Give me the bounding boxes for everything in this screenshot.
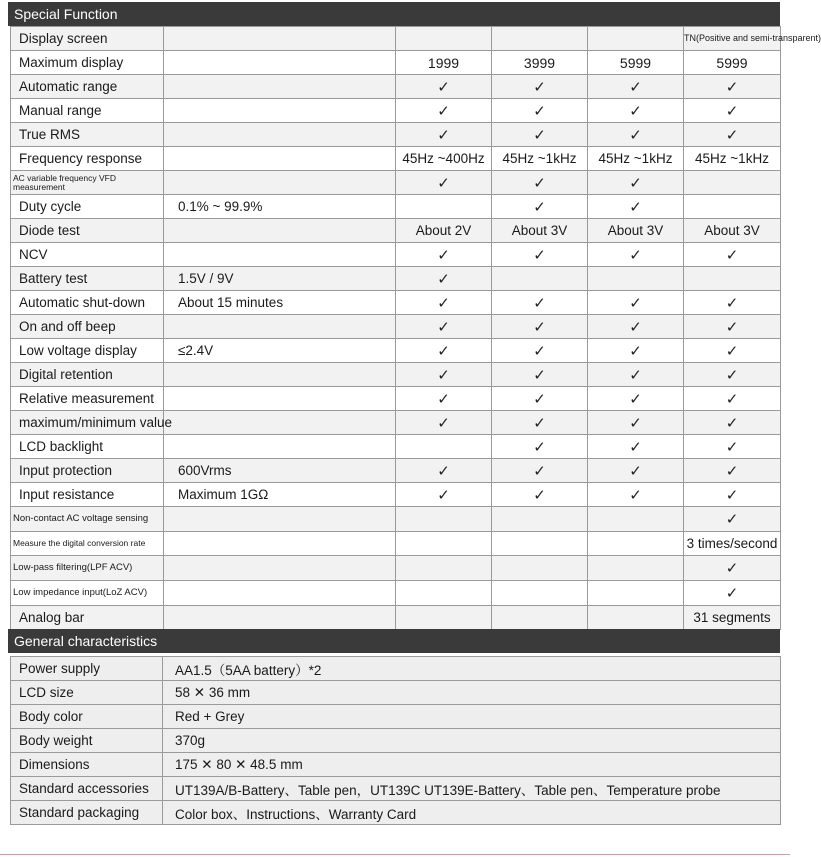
checkmark-icon: ✓ <box>629 462 642 480</box>
spec-feature-label: Relative measurement <box>11 387 164 411</box>
spec-feature-label: Input resistance <box>11 483 164 507</box>
spec-value-cell <box>588 27 684 51</box>
spec-value-cell <box>588 387 684 411</box>
spec-value-cell <box>684 459 781 483</box>
spec-value-cell <box>492 27 588 51</box>
spec-value-cell <box>396 606 492 630</box>
spec-row <box>11 195 781 219</box>
spec-value-cell <box>588 581 684 606</box>
checkmark-icon: ✓ <box>629 414 642 432</box>
checkmark-icon: ✓ <box>629 198 642 216</box>
spec-row <box>11 267 781 291</box>
spec-value-cell <box>492 556 588 581</box>
spec-value-cell <box>684 171 781 195</box>
spec-value-cell: About 2V <box>396 219 492 243</box>
spec-row <box>11 99 781 123</box>
spec-value-cell <box>492 315 588 339</box>
spec-value-cell <box>492 507 588 532</box>
spec-value-cell <box>588 267 684 291</box>
spec-value-cell <box>396 483 492 507</box>
spec-row <box>11 27 781 51</box>
general-characteristics-header: General characteristics <box>8 629 780 653</box>
spec-description <box>164 123 396 147</box>
checkmark-icon: ✓ <box>533 390 546 408</box>
spec-row <box>11 363 781 387</box>
spec-row <box>11 483 781 507</box>
spec-row <box>11 606 781 630</box>
spec-value-cell <box>492 339 588 363</box>
checkmark-icon: ✓ <box>533 486 546 504</box>
checkmark-icon: ✓ <box>533 246 546 264</box>
spec-value-cell <box>396 507 492 532</box>
checkmark-icon: ✓ <box>725 318 739 336</box>
spec-feature-label: Duty cycle <box>11 195 164 219</box>
general-row <box>11 657 781 681</box>
spec-value-cell <box>684 387 781 411</box>
spec-value-cell: 5999 <box>588 51 684 75</box>
checkmark-icon: ✓ <box>629 126 642 144</box>
checkmark-icon: ✓ <box>437 174 450 192</box>
spec-feature-label: Low voltage display <box>11 339 164 363</box>
spec-row <box>11 315 781 339</box>
checkmark-icon: ✓ <box>437 126 450 144</box>
spec-description <box>164 411 396 435</box>
spec-value-cell <box>492 459 588 483</box>
checkmark-icon: ✓ <box>437 270 450 288</box>
checkmark-icon: ✓ <box>725 414 739 432</box>
spec-value-cell: 45Hz ~1kHz <box>588 147 684 171</box>
spec-value-cell <box>492 99 588 123</box>
spec-value-cell <box>588 195 684 219</box>
spec-description: 1.5V / 9V <box>164 267 396 291</box>
spec-value-cell <box>684 99 781 123</box>
spec-value-cell <box>396 27 492 51</box>
spec-value-cell <box>396 267 492 291</box>
spec-value-cell <box>492 387 588 411</box>
spec-value-cell: 3 times/second <box>684 532 781 556</box>
checkmark-icon: ✓ <box>725 78 739 96</box>
spec-value-cell <box>492 363 588 387</box>
spec-value-cell <box>492 267 588 291</box>
checkmark-icon: ✓ <box>629 390 642 408</box>
spec-feature-label: AC variable frequency VFD measurement <box>11 171 164 195</box>
spec-value-cell <box>588 483 684 507</box>
spec-value-cell <box>396 195 492 219</box>
spec-row <box>11 291 781 315</box>
spec-value-cell <box>684 507 781 532</box>
checkmark-icon: ✓ <box>533 126 546 144</box>
spec-row <box>11 459 781 483</box>
spec-value-cell <box>396 243 492 267</box>
spec-feature-label: Measure the digital conversion rate <box>11 532 164 556</box>
checkmark-icon: ✓ <box>629 366 642 384</box>
checkmark-icon: ✓ <box>725 486 739 504</box>
checkmark-icon: ✓ <box>437 102 450 120</box>
spec-feature-label: Analog bar <box>11 606 164 630</box>
checkmark-icon: ✓ <box>533 342 546 360</box>
checkmark-icon: ✓ <box>533 174 546 192</box>
checkmark-icon: ✓ <box>629 342 642 360</box>
checkmark-icon: ✓ <box>533 318 546 336</box>
spec-row <box>11 507 781 532</box>
spec-value-cell <box>396 75 492 99</box>
general-value: AA1.5（5AA battery）*2 <box>163 657 781 681</box>
spec-value-cell <box>396 581 492 606</box>
checkmark-icon: ✓ <box>437 486 450 504</box>
checkmark-icon: ✓ <box>725 390 739 408</box>
spec-value-cell <box>396 171 492 195</box>
checkmark-icon: ✓ <box>629 486 642 504</box>
spec-description: Maximum 1GΩ <box>164 483 396 507</box>
spec-value-cell <box>588 99 684 123</box>
spec-feature-label: Battery test <box>11 267 164 291</box>
general-feature-label: Body color <box>11 705 163 729</box>
general-feature-label: Body weight <box>11 729 163 753</box>
spec-description <box>164 606 396 630</box>
spec-value-cell <box>492 581 588 606</box>
spec-description: 600Vrms <box>164 459 396 483</box>
spec-value-cell <box>492 75 588 99</box>
checkmark-icon: ✓ <box>725 438 739 456</box>
spec-value-cell: 45Hz ~400Hz <box>396 147 492 171</box>
general-value: Color box、Instructions、Warranty Card <box>163 801 781 825</box>
spec-row <box>11 411 781 435</box>
checkmark-icon: ✓ <box>629 318 642 336</box>
spec-description <box>164 556 396 581</box>
spec-value-cell: TN(Positive and semi-transparent) <box>684 27 781 51</box>
spec-value-cell <box>588 363 684 387</box>
checkmark-icon: ✓ <box>437 78 450 96</box>
spec-value-cell <box>588 243 684 267</box>
general-feature-label: Power supply <box>11 657 163 681</box>
spec-value-cell <box>396 556 492 581</box>
general-feature-label: Dimensions <box>11 753 163 777</box>
spec-description: 0.1% ~ 99.9% <box>164 195 396 219</box>
spec-value-cell <box>492 411 588 435</box>
spec-description <box>164 147 396 171</box>
general-row <box>11 753 781 777</box>
general-row <box>11 681 781 705</box>
spec-value-cell <box>684 315 781 339</box>
spec-value-cell <box>396 339 492 363</box>
spec-row <box>11 123 781 147</box>
spec-value-cell <box>684 75 781 99</box>
spec-feature-label: True RMS <box>11 123 164 147</box>
spec-feature-label: Display screen <box>11 27 164 51</box>
spec-row <box>11 556 781 581</box>
spec-row <box>11 171 781 195</box>
general-row <box>11 801 781 825</box>
checkmark-icon: ✓ <box>437 390 450 408</box>
checkmark-icon: ✓ <box>437 462 450 480</box>
spec-value-cell <box>684 339 781 363</box>
spec-value-cell <box>492 606 588 630</box>
checkmark-icon: ✓ <box>533 198 546 216</box>
spec-value-cell <box>684 195 781 219</box>
checkmark-icon: ✓ <box>533 366 546 384</box>
spec-value-cell <box>588 315 684 339</box>
spec-description: About 15 minutes <box>164 291 396 315</box>
spec-value-cell <box>588 75 684 99</box>
spec-feature-label: On and off beep <box>11 315 164 339</box>
checkmark-icon: ✓ <box>533 102 546 120</box>
spec-value-cell: 3999 <box>492 51 588 75</box>
checkmark-icon: ✓ <box>437 294 450 312</box>
spec-value-cell <box>396 99 492 123</box>
spec-feature-label: Automatic range <box>11 75 164 99</box>
spec-value-cell <box>588 606 684 630</box>
spec-feature-label: Non-contact AC voltage sensing <box>11 507 164 532</box>
spec-value-cell <box>588 532 684 556</box>
spec-description <box>164 243 396 267</box>
checkmark-icon: ✓ <box>629 246 642 264</box>
spec-value-cell <box>588 435 684 459</box>
general-value: UT139A/B-Battery、Table pen，UT139C UT139E-Battery、Table pen、Temperature probe <box>163 777 781 801</box>
spec-row <box>11 243 781 267</box>
spec-value-cell <box>684 123 781 147</box>
checkmark-icon: ✓ <box>725 294 739 312</box>
general-value: 370g <box>163 729 781 753</box>
spec-row <box>11 339 781 363</box>
spec-value-cell <box>588 411 684 435</box>
spec-value-cell: 1999 <box>396 51 492 75</box>
checkmark-icon: ✓ <box>725 560 739 577</box>
spec-value-cell <box>396 532 492 556</box>
checkmark-icon: ✓ <box>437 342 450 360</box>
general-value: 58 ✕ 36 mm <box>163 681 781 705</box>
spec-value-cell <box>396 459 492 483</box>
spec-row <box>11 75 781 99</box>
spec-value-cell <box>588 291 684 315</box>
spec-description <box>164 51 396 75</box>
spec-row <box>11 532 781 556</box>
spec-value-cell: About 3V <box>684 219 781 243</box>
general-row <box>11 777 781 801</box>
spec-row <box>11 581 781 606</box>
checkmark-icon: ✓ <box>629 174 642 192</box>
checkmark-icon: ✓ <box>629 78 642 96</box>
spec-value-cell <box>396 291 492 315</box>
spec-value-cell <box>588 123 684 147</box>
spec-value-cell <box>684 291 781 315</box>
spec-description: ≤2.4V <box>164 339 396 363</box>
spec-value-cell <box>684 556 781 581</box>
spec-feature-label: Low impedance input(LoZ ACV) <box>11 581 164 606</box>
spec-value-cell <box>588 459 684 483</box>
spec-value-cell <box>396 411 492 435</box>
spec-feature-label: Digital retention <box>11 363 164 387</box>
checkmark-icon: ✓ <box>725 585 739 602</box>
spec-description <box>164 75 396 99</box>
spec-feature-label: LCD backlight <box>11 435 164 459</box>
checkmark-icon: ✓ <box>437 366 450 384</box>
spec-value-cell <box>396 435 492 459</box>
checkmark-icon: ✓ <box>725 462 739 480</box>
spec-value-cell <box>396 363 492 387</box>
spec-description <box>164 507 396 532</box>
spec-row <box>11 435 781 459</box>
spec-feature-label: Maximum display <box>11 51 164 75</box>
spec-description <box>164 435 396 459</box>
spec-description <box>164 219 396 243</box>
spec-description <box>164 99 396 123</box>
checkmark-icon: ✓ <box>725 126 739 144</box>
spec-value-cell <box>396 123 492 147</box>
spec-description <box>164 387 396 411</box>
spec-value-cell <box>492 243 588 267</box>
checkmark-icon: ✓ <box>533 78 546 96</box>
checkmark-icon: ✓ <box>437 246 450 264</box>
spec-value-cell <box>684 363 781 387</box>
spec-value-cell: About 3V <box>588 219 684 243</box>
general-row <box>11 705 781 729</box>
spec-description <box>164 171 396 195</box>
checkmark-icon: ✓ <box>725 366 739 384</box>
checkmark-icon: ✓ <box>629 294 642 312</box>
spec-feature-label: Diode test <box>11 219 164 243</box>
spec-value-cell <box>492 291 588 315</box>
spec-value-cell <box>588 171 684 195</box>
spec-value-cell: 45Hz ~1kHz <box>492 147 588 171</box>
spec-value-cell <box>588 339 684 363</box>
spec-value-cell <box>684 243 781 267</box>
bottom-divider <box>0 854 790 855</box>
spec-row <box>11 387 781 411</box>
spec-description <box>164 532 396 556</box>
spec-row <box>11 147 781 171</box>
checkmark-icon: ✓ <box>437 414 450 432</box>
spec-feature-label: maximum/minimum value <box>11 411 164 435</box>
spec-value-cell: 5999 <box>684 51 781 75</box>
checkmark-icon: ✓ <box>629 102 642 120</box>
spec-description <box>164 27 396 51</box>
spec-feature-label: Input protection <box>11 459 164 483</box>
general-value: 175 ✕ 80 ✕ 48.5 mm <box>163 753 781 777</box>
spec-row <box>11 51 781 75</box>
checkmark-icon: ✓ <box>725 511 739 528</box>
spec-value-cell <box>588 556 684 581</box>
spec-feature-label: Frequency response <box>11 147 164 171</box>
spec-value-cell: 45Hz ~1kHz <box>684 147 781 171</box>
spec-value-cell: 31 segments <box>684 606 781 630</box>
general-feature-label: Standard accessories <box>11 777 163 801</box>
checkmark-icon: ✓ <box>533 414 546 432</box>
spec-value-cell <box>396 387 492 411</box>
spec-description <box>164 315 396 339</box>
checkmark-icon: ✓ <box>533 462 546 480</box>
spec-value-cell <box>492 195 588 219</box>
spec-value-cell <box>684 267 781 291</box>
checkmark-icon: ✓ <box>533 294 546 312</box>
spec-feature-label: Automatic shut-down <box>11 291 164 315</box>
general-characteristics-table <box>10 656 781 825</box>
spec-description <box>164 363 396 387</box>
spec-description <box>164 581 396 606</box>
spec-feature-label: NCV <box>11 243 164 267</box>
spec-value-cell <box>492 483 588 507</box>
checkmark-icon: ✓ <box>533 438 546 456</box>
spec-value-cell <box>492 123 588 147</box>
general-feature-label: Standard packaging <box>11 801 163 825</box>
spec-value-cell <box>396 315 492 339</box>
special-function-table <box>10 26 821 630</box>
checkmark-icon: ✓ <box>725 102 739 120</box>
spec-value-cell <box>684 581 781 606</box>
checkmark-icon: ✓ <box>725 246 739 264</box>
general-feature-label: LCD size <box>11 681 163 705</box>
spec-value-cell <box>684 483 781 507</box>
general-value: Red + Grey <box>163 705 781 729</box>
spec-feature-label: Manual range <box>11 99 164 123</box>
spec-value-cell <box>492 171 588 195</box>
spec-value-cell <box>492 532 588 556</box>
spec-value-cell <box>492 435 588 459</box>
special-function-header: Special Function <box>8 2 780 26</box>
checkmark-icon: ✓ <box>629 438 642 456</box>
spec-value-cell <box>588 507 684 532</box>
spec-row <box>11 219 781 243</box>
spec-value-cell <box>684 411 781 435</box>
spec-feature-label: Low-pass filtering(LPF ACV) <box>11 556 164 581</box>
spec-value-cell: About 3V <box>492 219 588 243</box>
general-row <box>11 729 781 753</box>
spec-value-cell <box>684 435 781 459</box>
checkmark-icon: ✓ <box>725 342 739 360</box>
checkmark-icon: ✓ <box>437 318 450 336</box>
